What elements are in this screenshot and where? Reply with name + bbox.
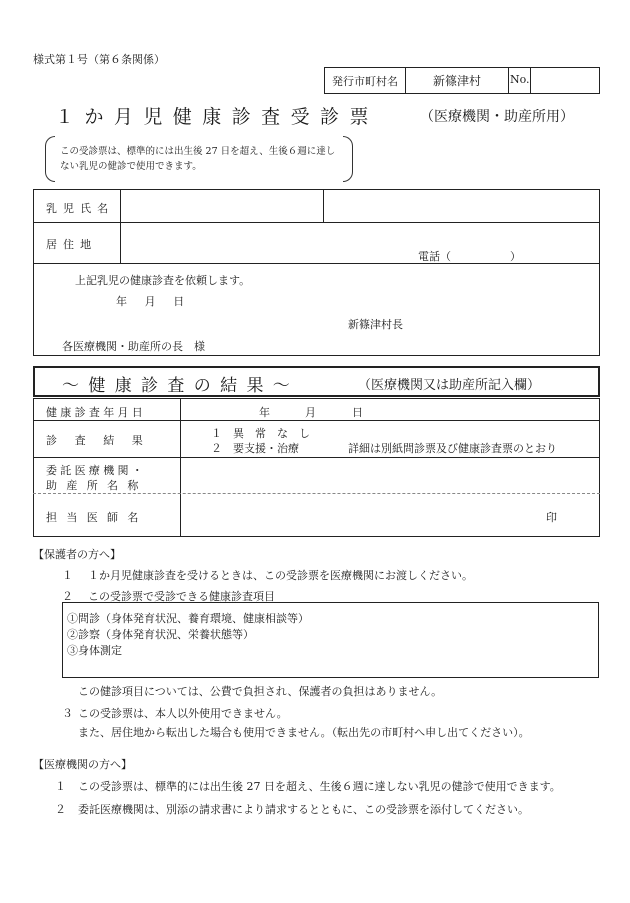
request-text: 上記乳児の健康診査を依頼します。 [75, 274, 251, 287]
exam-date-day: 日 [352, 406, 363, 419]
guardian-item1: １か月児健康診査を受けるときは、この受診票を医療機関にお渡しください。 [88, 569, 473, 582]
request-date: 年 月 日 [116, 295, 188, 308]
address-label: 居住地 [46, 238, 98, 251]
child-name-label: 乳児氏名 [46, 202, 115, 215]
medical-item2-num: ２ [55, 803, 66, 816]
phone-label: 電話（ [418, 250, 451, 263]
guardian-heading: 【保護者の方へ】 [33, 548, 121, 561]
notice-line2: ない乳児の健診で使用できます。 [60, 161, 202, 172]
issuer-no-field[interactable] [531, 68, 599, 93]
exam-date-label: 健康診査年月日 [46, 406, 147, 419]
medical-heading: 【医療機関の方へ】 [33, 758, 132, 771]
seal-mark: 印 [546, 511, 557, 524]
exam-date-month: 月 [305, 406, 316, 419]
guardian-item2: この受診票で受診できる健康診査項目 [88, 590, 275, 603]
result-heading-sub: （医療機関又は助産所記入欄） [358, 378, 541, 393]
guardian-item3-num: ３ [62, 707, 73, 720]
exam-item: ③身体測定 [67, 644, 122, 657]
facility-label-line1: 委託医療機関・ [46, 464, 147, 477]
result-option-2-note: 詳細は別紙問診票及び健康診査票のとおり [348, 442, 557, 455]
addressee: 各医療機関・助産所の長 様 [62, 340, 205, 353]
guardian-item1-num: １ [62, 569, 73, 582]
page-subtitle: （医療機関・助産所用） [420, 109, 574, 125]
guardian-item3a: この受診票は、本人以外使用できません。 [78, 707, 288, 720]
facility-field[interactable] [182, 459, 598, 492]
medical-item1: この受診票は、標準的には出生後 27 日を超え、生後６週に達しない乳児の健診で使用できます。 [78, 780, 561, 793]
issuer-label: 発行市町村名 [332, 75, 398, 88]
page-title: １か月児健康診査受診票 [55, 106, 379, 128]
result-label: 診査結果 [46, 434, 161, 447]
cost-note: この健診項目については、公費で負担され、保護者の負担はありません。 [78, 685, 443, 698]
medical-item2: 委託医療機関は、別添の請求書により請求するとともに、この受診票を添付してください。 [78, 803, 529, 816]
form-number: 様式第１号（第６条関係） [33, 53, 165, 66]
facility-label-line2: 助産所名称 [46, 479, 148, 492]
doctor-label: 担当医師名 [46, 511, 148, 524]
result-option-2[interactable]: ２ 要支援・治療 [211, 442, 299, 455]
exam-item: ②診察（身体発育状況、栄養状態等） [67, 628, 254, 641]
result-heading: ～健康診査の結果～ [62, 376, 300, 396]
exam-item: ①問診（身体発育状況、養育環境、健康相談等） [67, 612, 309, 625]
phone-close: ） [510, 250, 521, 263]
guardian-item3b: また、居住地から転出した場合も使用できません。（転出先の市町村へ申し出てください）。 [78, 726, 530, 739]
notice-bracket-right [343, 136, 353, 182]
notice-line1: この受診票は、標準的には出生後 27 日を超え、生後６週に達し [60, 146, 336, 157]
address-field[interactable] [122, 224, 598, 246]
exam-date-year: 年 [259, 406, 270, 419]
issuer-value: 新篠津村 [432, 74, 481, 88]
phone-field[interactable] [456, 247, 508, 261]
child-name-extra-field[interactable] [325, 191, 598, 221]
child-name-field[interactable] [122, 191, 321, 221]
notice-bracket-left [45, 136, 55, 182]
mayor-name: 新篠津村長 [348, 318, 403, 331]
medical-item1-num: １ [55, 780, 66, 793]
guardian-item2-num: ２ [62, 590, 73, 603]
issuer-no-label: No. [510, 73, 530, 86]
doctor-field[interactable] [182, 495, 542, 535]
result-option-1[interactable]: １ 異 常 な し [211, 427, 310, 440]
